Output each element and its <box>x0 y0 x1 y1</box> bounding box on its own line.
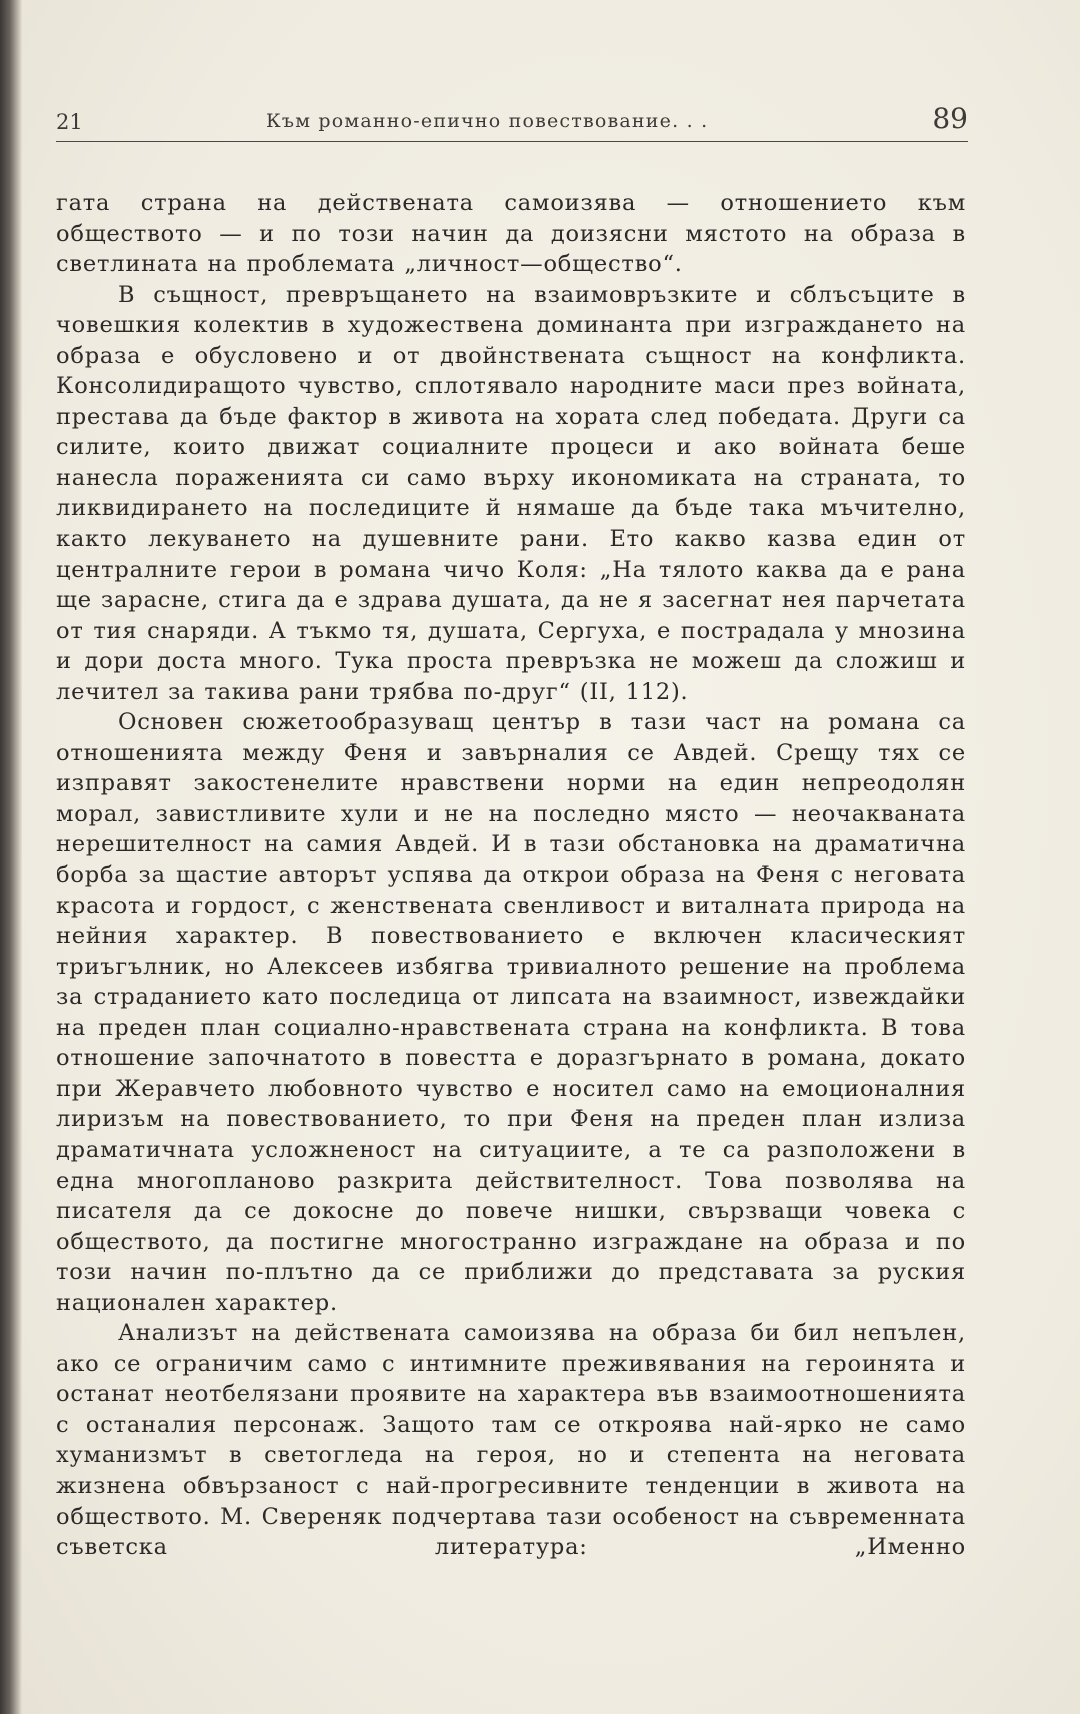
running-head <box>56 100 968 144</box>
running-title: Към романно-епично повествование. . . <box>266 110 709 132</box>
book-spine-shadow <box>0 0 22 1714</box>
header-rule <box>56 141 968 142</box>
signature-mark: 21 <box>56 110 83 134</box>
page-number: 89 <box>932 102 968 135</box>
book-page <box>22 0 1080 1714</box>
paragraph: Анализът на действената самоизява на образа би бил непълен, ако се ограничим само с интимните преживявания на героинята и останат неотбелязани проявите на характера във взаимоотношенията с останалия персонаж. Защото там се откроява най-ярко не само хуманизмът в светогледа на героя, но и степента на неговата жизнена обвързаност с най-прогресивните тенденции в живота на обществото. М. Свереняк подчертава тази особеност на съвременната съветска литература: „Именно <box>56 1320 966 1561</box>
paragraph: Основен сюжетообразуващ център в тази част на романа са отношенията между Феня и завърналия се Авдей. Срещу тях се изправят закостенелите нравствени норми на един непреодолян морал, завистливите хули и не на последно място — неочакваната нерешителност на самия Авдей. И в тази обстановка на драматична борба за щастие авторът успява да открои образа на Феня с неговата красота и гордост, с женствената свенливост и виталната природа на нейния характер. В повествованието е включен класическият триъгълник, но Алексеев избягва тривиалното решение на проблема за страданието като последица от липсата на взаимност, извеждайки на преден план социално-нравствената страна на конфликта. В това отношение започнатото в повестта е доразгърнато в романа, докато при Жеравчето любовното чувство е носител само на емоционалния лиризъм на повествованието, то при Феня на преден план излиза драматичната усложненост на ситуациите, а те са разположени в една многопланово разкрита действителност. Това позволява на писателя да се докосне до повече нишки, свързващи човека с обществото, да постигне многостранно изграждане на образа и по този начин по-плътно да се приближи до представата за руския национален характер. <box>56 709 966 1316</box>
paragraph-continued: гата страна на действената самоизява — отношението към обществото — и по този начин да доизясни мястото на образа в светлината на проблемата „личност—общество“. <box>56 190 966 278</box>
body-text <box>56 188 966 1563</box>
paragraph: В същност, превръщането на взаимовръзките и сблъсъците в човешкия колектив в художествена доминанта при изграждането на образа е обусловено и от двойнствената същност на конфликта. Консолидиращото чувство, сплотявало народните маси през войната, престава да бъде фактор в живота на хората след победата. Други са силите, които движат социалните процеси и ако войната беше нанесла пораженията си само върху икономиката на страната, то ликвидирането на последиците й нямаше да бъде така мъчително, както лекуването на душевните рани. Ето какво казва един от централните герои в романа чичо Коля: „На тялото каква да е рана ще зарасне, стига да е здрава душата, да не я засегнат нея парчетата от тия снаряди. А тъкмо тя, душата, Сергуха, е пострадала у мнозина и дори доста много. Тука проста превръзка не можеш да сложиш и лечител за такива рани трябва по-друг“ (II, 112). <box>56 281 966 705</box>
